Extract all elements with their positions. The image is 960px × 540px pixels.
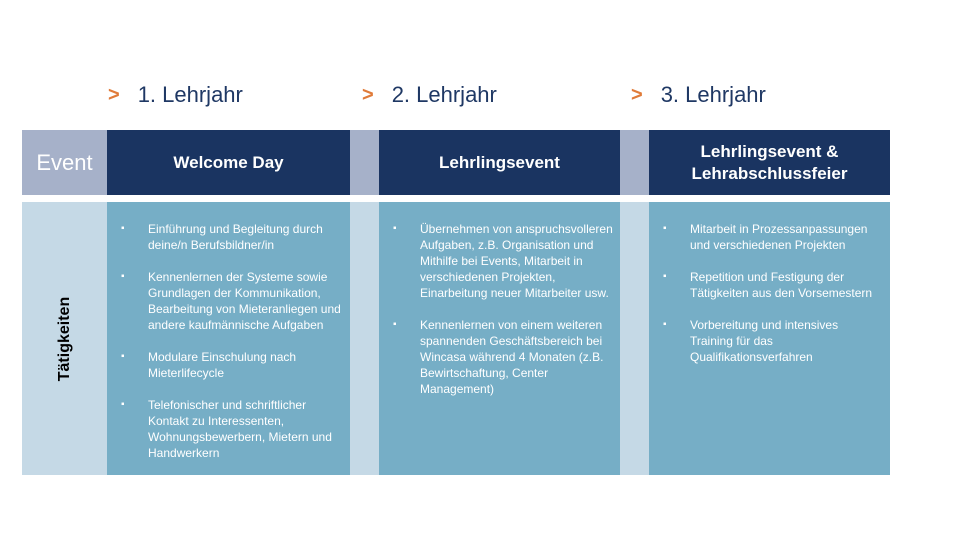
event-cell-year-3: Lehrlingsevent & Lehrabschlussfeier: [649, 130, 890, 195]
row-label-event: Event: [22, 130, 107, 195]
task-item: ▪ Mitarbeit in Prozessanpassungen und verschiedenen Projekten: [663, 221, 884, 253]
column-spacer: [350, 130, 379, 195]
column-spacer: [350, 202, 379, 475]
column-spacer: [620, 130, 649, 195]
task-item: ▪ Vorbereitung und intensives Training für das Qualifikationsverfahren: [663, 317, 884, 365]
task-item: ▪ Einführung und Begleitung durch deine/n Berufsbildner/in: [121, 221, 344, 253]
year-heading-2: [362, 80, 497, 110]
chevron-right-icon: >: [108, 83, 120, 106]
task-item: ▪ Kennenlernen von einem weiteren spannenden Geschäftsbereich bei Wincasa während 4 Monaten (z.B. Bewirtschaftung, Center Management): [393, 317, 614, 397]
year-heading-3: [631, 80, 766, 110]
row-label-tasks: [22, 202, 107, 475]
chevron-right-icon: >: [631, 83, 643, 106]
event-cell-year-1: Welcome Day: [107, 130, 350, 195]
event-cell-year-2: Lehrlingsevent: [379, 130, 620, 195]
task-item: ▪ Kennenlernen der Systeme sowie Grundlagen der Kommunikation, Bearbeitung von Mieteranliegen und andere kaufmännische Aufgaben: [121, 269, 344, 333]
column-spacer: [620, 202, 649, 475]
tasks-label-text: Tätigkeiten: [55, 296, 73, 381]
task-item: ▪ Repetition und Festigung der Tätigkeiten aus den Vorsemestern: [663, 269, 884, 301]
year-label: 3. Lehrjahr: [660, 82, 766, 107]
year-heading-1: [108, 80, 243, 110]
tasks-cell-year-3: [649, 202, 890, 475]
year-label: 2. Lehrjahr: [391, 82, 497, 107]
tasks-cell-year-1: [107, 202, 350, 475]
task-item: ▪ Telefonischer und schriftlicher Kontakt zu Interessenten, Wohnungsbewerbern, Mietern und Handwerkern: [121, 397, 344, 461]
year-label: 1. Lehrjahr: [137, 82, 243, 107]
task-item: ▪ Modulare Einschulung nach Mieterlifecycle: [121, 349, 344, 381]
chevron-right-icon: >: [362, 83, 374, 106]
tasks-cell-year-2: [379, 202, 620, 475]
task-item: ▪ Übernehmen von anspruchsvolleren Aufgaben, z.B. Organisation und Mithilfe bei Events, Mitarbeit in verschiedenen Projekten, Einarbeitung neuer Mitarbeiter usw.: [393, 221, 614, 301]
